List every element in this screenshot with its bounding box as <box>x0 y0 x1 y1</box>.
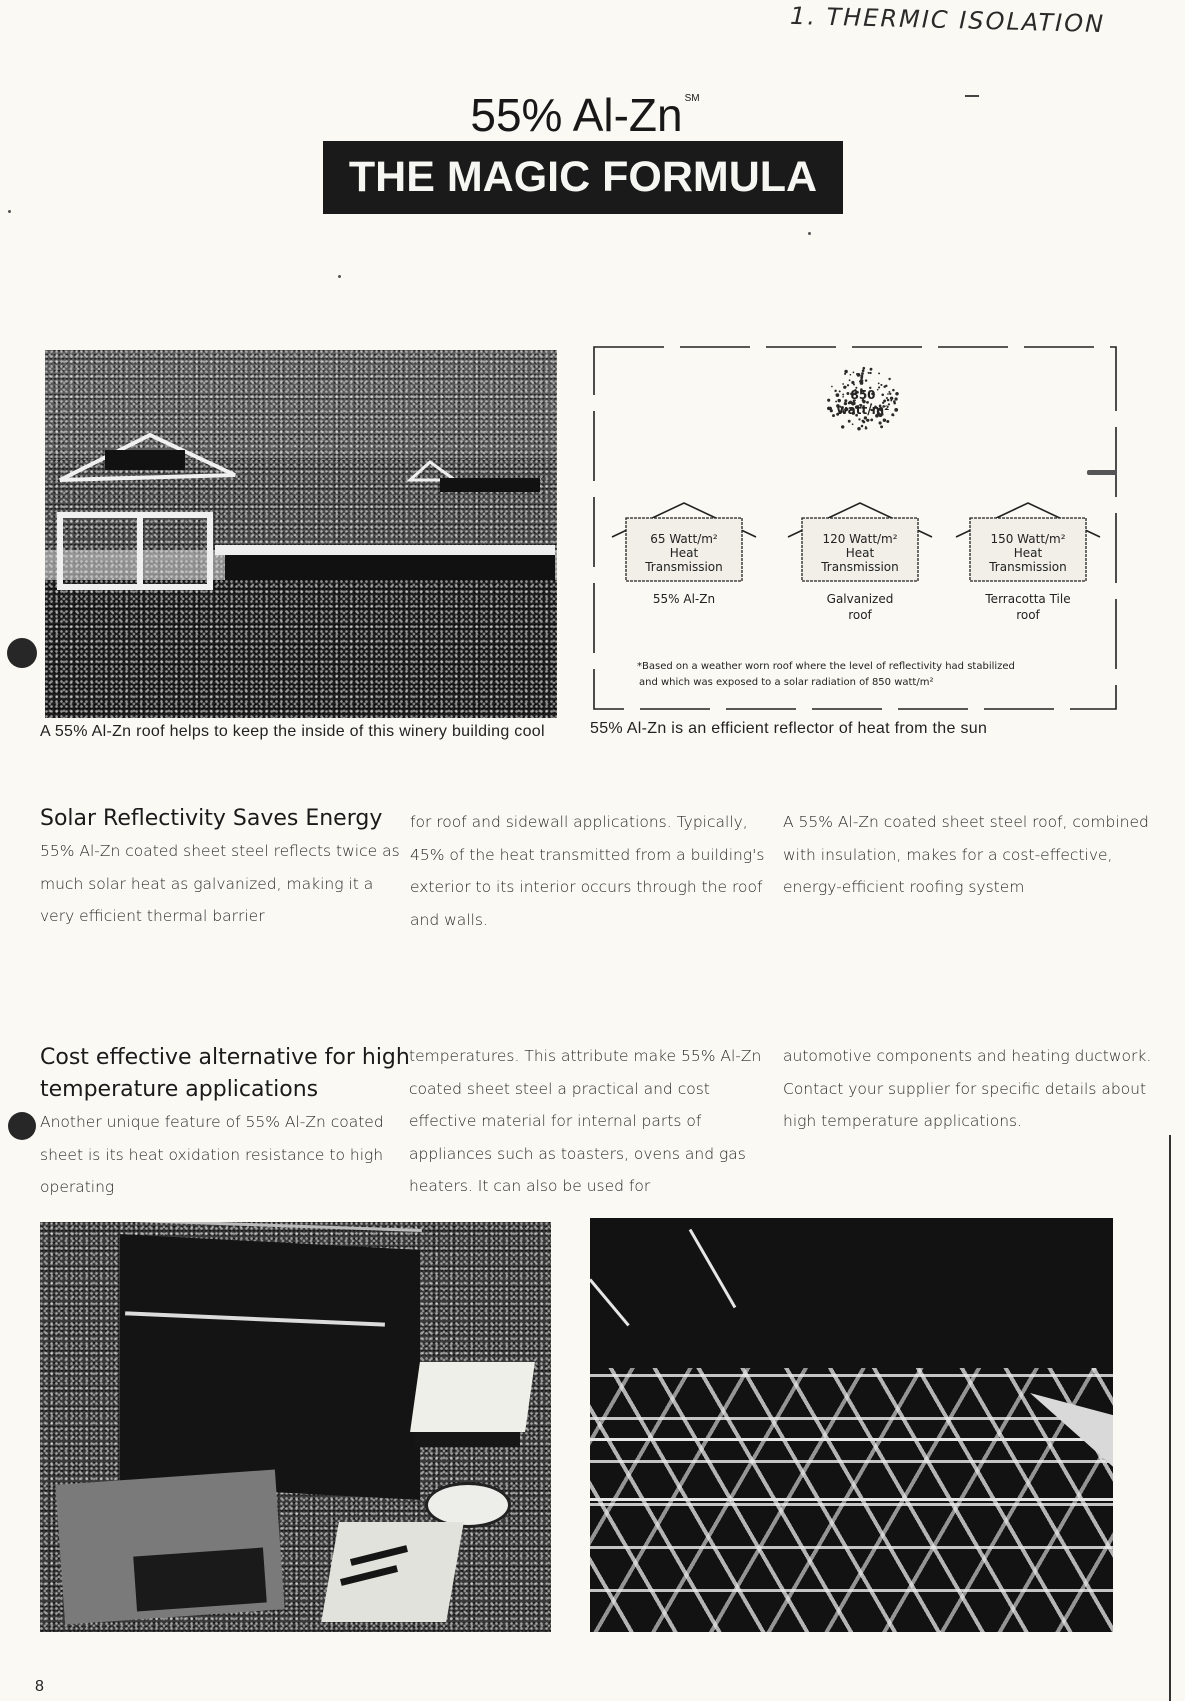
sun-stipple-dot <box>830 409 833 412</box>
speck <box>8 210 11 213</box>
house-heat-label: Heat <box>669 546 699 560</box>
house-value: 150 Watt/m² <box>990 532 1066 546</box>
sun-stipple-dot <box>885 385 887 387</box>
sun-stipple-dot <box>844 370 848 374</box>
section2-col1 <box>40 1042 410 1204</box>
sun-stipple-dot <box>878 383 880 385</box>
sun-stipple-dot <box>861 425 864 428</box>
sun-stipple-dot <box>894 408 898 412</box>
sun-stipple-dot <box>881 394 884 397</box>
section1-col3 <box>783 806 1153 904</box>
section1-col2-text: for roof and sidewall applications. Typically, 45% of the heat transmitted from a building's exterior to its interior occurs through the roof and walls. <box>410 813 765 929</box>
sun-stipple-dot <box>827 399 830 402</box>
industrial-photo <box>590 1218 1113 1632</box>
diagram-footnote-line2: and which was exposed to a solar radiation of 850 watt/m² <box>639 677 934 688</box>
sun-stipple-dot <box>848 420 851 423</box>
sun-stipple-dot <box>880 425 883 428</box>
product-title <box>300 88 870 142</box>
sun-stipple-dot <box>892 414 894 416</box>
beam <box>590 1498 1113 1501</box>
sun-stipple-dot <box>844 399 847 402</box>
sun-stipple-dot <box>842 394 844 396</box>
sun-stipple-dot <box>852 423 854 425</box>
sun-stipple-dot <box>888 378 890 380</box>
stray-mark <box>965 95 979 97</box>
sun-stipple-dot <box>887 393 889 395</box>
section1-col1 <box>40 803 410 933</box>
house-value: 65 Watt/m² <box>650 532 718 546</box>
sun-stipple-dot <box>888 391 890 393</box>
sun-stipple-dot <box>841 425 844 428</box>
house-label: Terracotta Tile <box>985 592 1071 606</box>
sun-stipple-dot <box>878 372 880 374</box>
sun-stipple-dot <box>863 367 866 370</box>
sun-stipple-dot <box>865 379 867 381</box>
sun-stipple-dot <box>868 372 870 374</box>
house-transmission-label: Transmission <box>645 560 723 574</box>
house-label-line2: roof <box>848 608 872 622</box>
sun-stipple-dot <box>849 379 851 381</box>
sun-stipple-dot <box>866 420 868 422</box>
appliances-photo <box>40 1222 551 1632</box>
sun-stipple-dot <box>861 372 864 375</box>
sun-stipple-dot <box>838 399 841 402</box>
section2-col3-text: automotive components and heating ductwork. Contact your supplier for specific details about high temperature applications. <box>783 1047 1152 1130</box>
house-value: 120 Watt/m² <box>822 532 898 546</box>
sun-stipple-dot <box>836 393 840 397</box>
diagram-mark <box>1087 470 1117 475</box>
sun-stipple-dot <box>891 397 893 399</box>
sun-stipple-dot <box>862 420 865 423</box>
house-transmission-label: Transmission <box>989 560 1067 574</box>
houses-group <box>612 503 1100 622</box>
sun-stipple-dot <box>847 384 849 386</box>
section2-col2-text: temperatures. This attribute make 55% Al-Zn coated sheet steel a practical and cost effective material for internal parts of appliances such as toasters, ovens and gas heaters. It can also be used for <box>409 1047 762 1195</box>
house-label: Galvanized <box>826 592 894 606</box>
sun-stipple-dot <box>886 420 889 423</box>
sun-stipple-dot <box>887 399 890 402</box>
section2-col3 <box>783 1040 1153 1138</box>
sun-value: 850 <box>850 388 876 402</box>
winery-photo <box>45 350 557 718</box>
sun-stipple-dot <box>892 389 895 392</box>
sun-stipple-dot <box>861 375 864 378</box>
house-heat-label: Heat <box>1013 546 1043 560</box>
sun-stipple-dot <box>865 427 867 429</box>
sun-stipple-dot <box>842 396 844 398</box>
sun-stipple-dot <box>889 393 891 395</box>
hole-punch-mark <box>7 638 37 668</box>
hole-punch-mark <box>8 1112 36 1140</box>
section1-heading: Solar Reflectivity Saves Energy <box>40 806 383 831</box>
sun-stipple-dot <box>879 421 882 424</box>
sun-stipple-dot <box>862 369 865 372</box>
service-mark: SM <box>684 93 700 104</box>
sun-stipple-dot <box>894 397 897 400</box>
section1-col2 <box>410 806 780 936</box>
sun-stipple-dot <box>830 407 832 409</box>
section1-col1-text: 55% Al-Zn coated sheet steel reflects twice as much solar heat as galvanized, making it a very efficient thermal barrier <box>40 842 400 925</box>
section2-col1-text: Another unique feature of 55% Al-Zn coated sheet is its heat oxidation resistance to high operating <box>40 1113 384 1196</box>
speck <box>338 275 341 278</box>
sun-stipple-dot <box>857 373 861 377</box>
sun-stipple-dot <box>870 368 873 371</box>
sun-stipple-dot <box>831 386 833 388</box>
sun-stipple-dot <box>878 386 880 388</box>
sun-stipple-dot <box>870 418 873 421</box>
section2-heading: Cost effective alternative for high temperature applications <box>40 1045 410 1102</box>
beam <box>590 1279 630 1327</box>
house-heat-label: Heat <box>845 546 875 560</box>
house-2 <box>788 503 932 622</box>
sun-stipple-dot <box>859 381 861 383</box>
sun-stipple-dot <box>850 374 852 376</box>
sun-stipple-dot <box>883 399 886 402</box>
house-label-line2: roof <box>1016 608 1040 622</box>
handwritten-note: 1. THERMIC ISOLATION <box>789 1 1106 39</box>
page-number: 8 <box>35 1678 44 1695</box>
product-name: 55% Al-Zn <box>470 89 683 141</box>
house-label: 55% Al-Zn <box>652 592 716 606</box>
sun-unit: watt/m² <box>836 403 890 417</box>
beam <box>689 1229 737 1308</box>
diagram-footnote-line1: *Based on a weather worn roof where the level of reflectivity had stabilized <box>637 661 1015 672</box>
diagram-caption: 55% Al-Zn is an efficient reflector of heat from the sun <box>590 720 988 737</box>
sun-stipple-dot <box>890 400 892 402</box>
sun-stipple-dot <box>851 381 854 384</box>
heater-top <box>410 1362 535 1432</box>
section1-col3-text: A 55% Al-Zn coated sheet steel roof, combined with insulation, makes for a cost-effective, energy-efficient roofing system <box>783 813 1149 896</box>
sun-stipple-dot <box>842 383 844 385</box>
sun-stipple-dot <box>895 392 899 396</box>
diagram-canvas <box>592 345 1120 712</box>
sun-stipple-dot <box>845 386 847 388</box>
sun-stipple-dot <box>893 402 896 405</box>
sun-stipple-dot <box>880 384 882 386</box>
heat-transmission-diagram <box>592 345 1120 712</box>
sun-stipple-dot <box>886 397 888 399</box>
house-transmission-label: Transmission <box>821 560 899 574</box>
section2-col2 <box>409 1040 779 1203</box>
sun-stipple-dot <box>877 389 879 391</box>
sun-icon <box>826 363 900 437</box>
winery-caption: A 55% Al-Zn roof helps to keep the inside of this winery building cool <box>40 723 545 740</box>
house-1 <box>612 503 756 606</box>
sun-stipple-dot <box>834 390 836 392</box>
house-3 <box>956 503 1100 622</box>
sun-stipple-dot <box>846 392 849 395</box>
sun-stipple-dot <box>832 414 835 417</box>
speck <box>808 232 811 235</box>
sun-stipple-dot <box>858 418 860 420</box>
sun-stipple-dot <box>870 372 872 374</box>
title-banner: THE MAGIC FORMULA <box>323 141 843 214</box>
beam <box>590 1438 1113 1441</box>
sun-stipple-dot <box>883 419 886 422</box>
page-edge-line <box>1169 1135 1171 1701</box>
sun-stipple-dot <box>853 372 855 374</box>
toaster-oven-window <box>133 1548 267 1612</box>
winery-building-outline <box>45 350 557 718</box>
sun-stipple-dot <box>857 427 860 430</box>
oven-shape <box>120 1234 420 1500</box>
sun-stipple-dot <box>839 390 841 392</box>
